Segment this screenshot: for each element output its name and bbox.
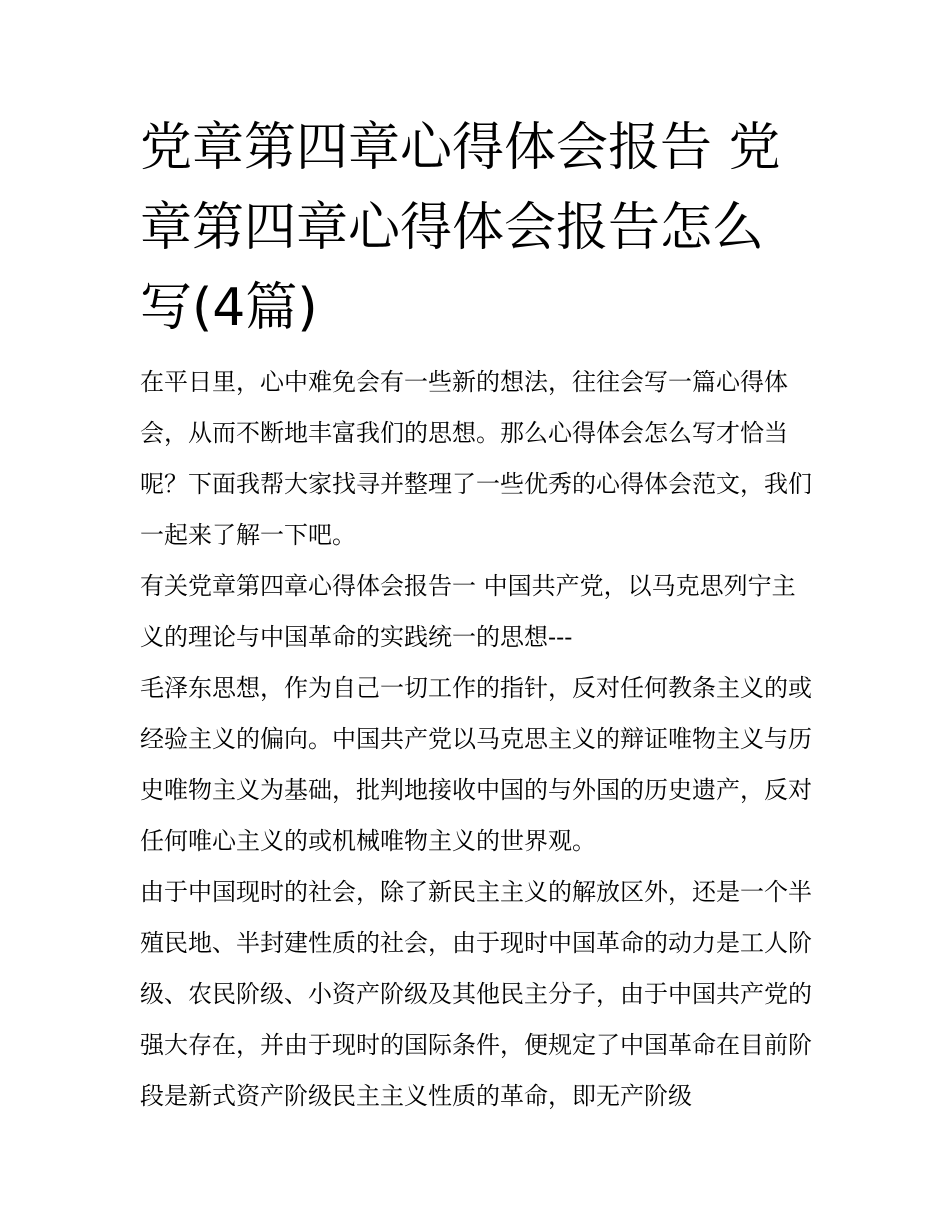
paragraph-intro: 在平日里，心中难免会有一些新的想法，往往会写一篇心得体会，从而不断地丰富我们的思想。那么心得体会怎么写才恰当呢？下面我帮大家找寻并整理了一些优秀的心得体会范文，我们一起来了解一下吧。 — [140, 368, 812, 549]
body-text — [140, 357, 815, 1122]
document-title: 党章第四章心得体会报告 党章第四章心得体会报告怎么写(4篇) — [140, 118, 781, 338]
paragraph-mao-thought: 毛泽东思想，作为自己一切工作的指针，反对任何教条主义的或经验主义的偏向。中国共产党以马克思主义的辩证唯物主义与历史唯物主义为基础，批判地接收中国的与外国的历史遗产，反对任何唯心主义的或机械唯物主义的世界观。 — [140, 674, 812, 855]
paragraph-chinese-society: 由于中国现时的社会，除了新民主主义的解放区外，还是一个半殖民地、半封建性质的社会，由于现时中国革命的动力是工人阶级、农民阶级、小资产阶级及其他民主分子，由于中国共产党的强大存在，并由于现时的国际条件，便规定了中国革命在目前阶段是新式资产阶级民主主义性质的革命，即无产阶级 — [140, 878, 812, 1110]
paragraph-report-one-heading: 有关党章第四章心得体会报告一 中国共产党，以马克思列宁主义的理论与中国革命的实践统一的思想--- — [140, 572, 796, 651]
